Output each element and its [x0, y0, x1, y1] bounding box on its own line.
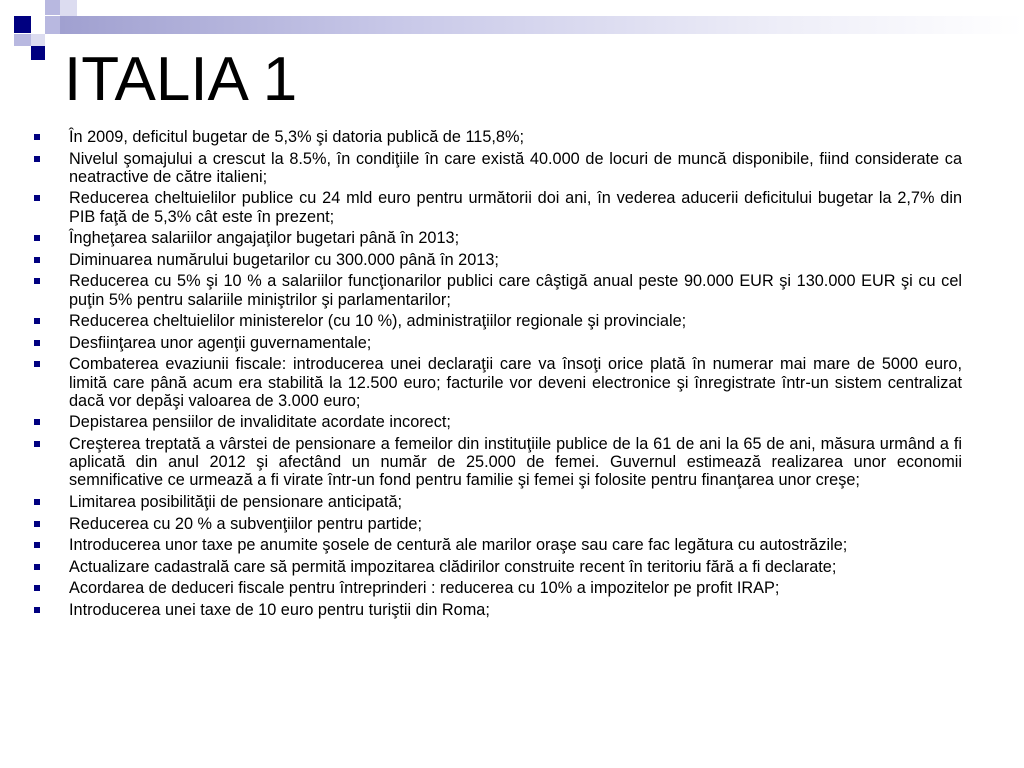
square-bullet-icon: [34, 134, 40, 140]
corner-square-decoration: [45, 16, 60, 34]
list-item: [34, 558, 962, 576]
list-item-text: Reducerea cheltuielilor ministerelor (cu 10 %), administraţiilor regionale şi provinciale;: [69, 312, 687, 331]
square-bullet-icon: [34, 521, 40, 527]
list-item-text: Diminuarea numărului bugetarilor cu 300.000 până în 2013;: [69, 250, 499, 269]
square-bullet-icon: [34, 361, 40, 367]
list-item-text: Creşterea treptată a vârstei de pensionare a femeilor din instituţiile publice de la 61 de ani la 65 de ani, măsura urmând a fi aplicată din anul 2012 şi afectând un număr de 25.000 de femei. Guvernul estimează realizarea unor economii semnificative ce urmează a fi virate într-un fond pentru familie şi femei şi folosite pentru finanţarea unor creşe;: [69, 434, 962, 490]
list-item-text: Actualizare cadastrală care să permită impozitarea clădirilor construite recent în teritoriu fără a fi declarate;: [69, 557, 837, 576]
list-item: [34, 579, 962, 597]
list-item-text: Introducerea unor taxe pe anumite şosele de centură ale marilor oraşe sau care fac legătura cu autostrăzile;: [69, 536, 848, 555]
list-item: [34, 229, 962, 247]
square-bullet-icon: [34, 257, 40, 263]
list-item-text: Introducerea unei taxe de 10 euro pentru turiştii din Roma;: [69, 600, 490, 619]
list-item-text: Nivelul şomajului a crescut la 8.5%, în condiţiile în care există 40.000 de locuri de muncă disponibile, fiind considerate ca neatractive de către italieni;: [69, 149, 962, 186]
list-item: [34, 413, 962, 431]
corner-square-decoration: [45, 0, 60, 15]
list-item: [34, 334, 962, 352]
corner-square-decoration: [31, 46, 45, 60]
list-item-text: Reducerea cu 20 % a subvenţiilor pentru partide;: [69, 514, 422, 533]
square-bullet-icon: [34, 564, 40, 570]
list-item: [34, 493, 962, 511]
list-item-text: În 2009, deficitul bugetar de 5,3% şi datoria publică de 115,8%;: [69, 128, 524, 146]
list-item: [34, 272, 962, 308]
list-item-text: Îngheţarea salariilor angajaţilor bugetari până în 2013;: [69, 229, 460, 248]
square-bullet-icon: [34, 585, 40, 591]
header-gradient-bar: [60, 16, 1024, 34]
square-bullet-icon: [34, 542, 40, 548]
list-item: [34, 128, 962, 146]
square-bullet-icon: [34, 318, 40, 324]
square-bullet-icon: [34, 278, 40, 284]
list-item: [34, 251, 962, 269]
list-item: [34, 355, 962, 410]
list-item-text: Desfiinţarea unor agenţii guvernamentale;: [69, 333, 372, 352]
list-item: [34, 150, 962, 186]
list-item: [34, 312, 962, 330]
list-item-text: Reducerea cheltuielilor publice cu 24 mld euro pentru următorii doi ani, în vederea aducerii deficitului bugetar la 2,7% din PIB faţă de 5,3% cât este în prezent;: [69, 189, 962, 226]
square-bullet-icon: [34, 195, 40, 201]
list-item-text: Limitarea posibilităţii de pensionare anticipată;: [69, 492, 403, 511]
square-bullet-icon: [34, 607, 40, 613]
list-item-text: Reducerea cu 5% şi 10 % a salariilor funcţionarilor publici care câştigă anual peste 90.000 EUR şi 130.000 EUR şi cu cel puţin 5% pentru salariile miniştrilor şi parlamentarilor;: [69, 272, 962, 309]
list-item: [34, 435, 962, 490]
bullet-list: [34, 128, 962, 623]
list-item: [34, 601, 962, 619]
list-item: [34, 515, 962, 533]
square-bullet-icon: [34, 156, 40, 162]
square-bullet-icon: [34, 235, 40, 241]
list-item: [34, 189, 962, 225]
list-item-text: Acordarea de deduceri fiscale pentru întreprinderi : reducerea cu 10% a impozitelor pe profit IRAP;: [69, 579, 780, 598]
square-bullet-icon: [34, 441, 40, 447]
corner-square-decoration: [14, 34, 31, 46]
square-bullet-icon: [34, 340, 40, 346]
corner-square-decoration: [14, 16, 31, 33]
list-item-text: Depistarea pensiilor de invaliditate acordate incorect;: [69, 413, 451, 432]
corner-square-decoration: [31, 34, 45, 46]
list-item: [34, 536, 962, 554]
list-item-text: Combaterea evaziunii fiscale: introducerea unei declaraţii care va însoţi orice plată în numerar mai mare de 5000 euro, limită care până acum era stabilită la 12.500 euro; facturile vor deveni electronice şi înregistrate într-un sistem centralizat dacă vor depăşi valoarea de 3.000 euro;: [69, 355, 962, 410]
slide-title: ITALIA 1: [64, 45, 298, 114]
square-bullet-icon: [34, 499, 40, 505]
square-bullet-icon: [34, 419, 40, 425]
corner-square-decoration: [60, 0, 77, 16]
